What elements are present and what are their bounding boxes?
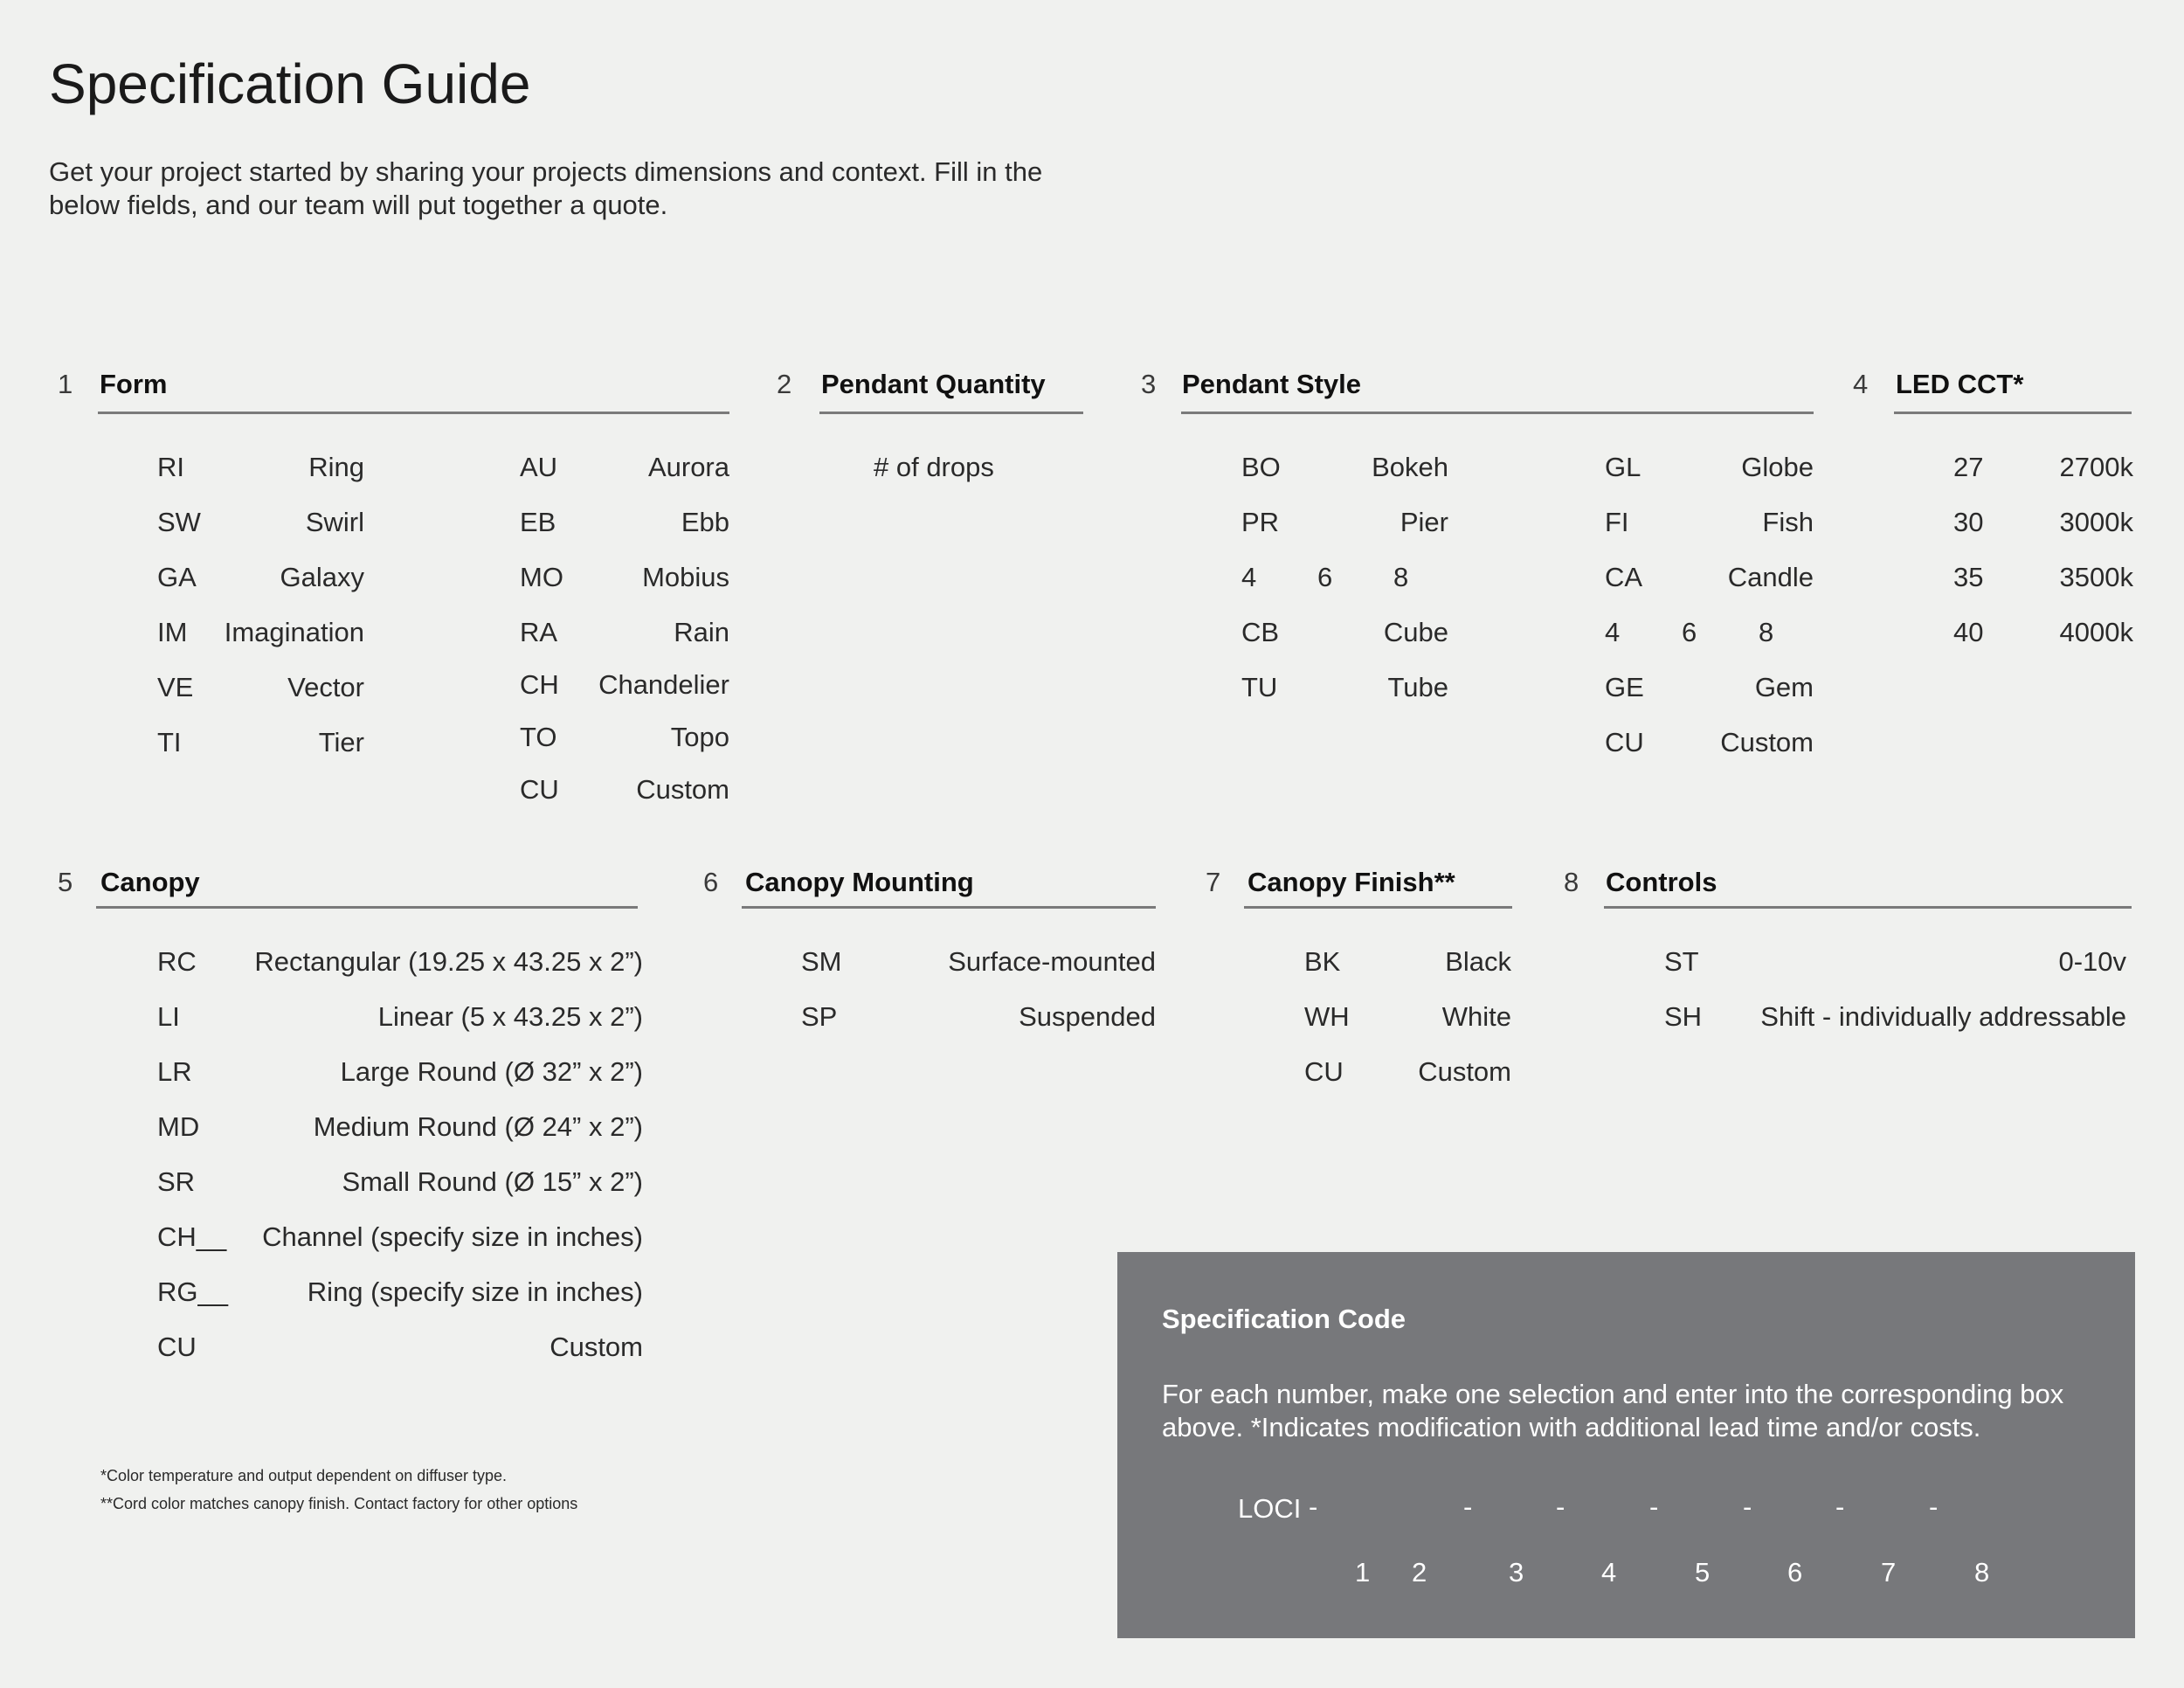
option-label: Tier	[318, 727, 364, 758]
option-code: CB	[1241, 617, 1280, 647]
option-label: Tube	[1387, 672, 1448, 702]
section-title-canopy-finish: Canopy Finish**	[1248, 867, 1455, 897]
option-label: Suspended	[1019, 1001, 1156, 1032]
option-code: BK	[1304, 946, 1341, 977]
size-option: 4	[1605, 617, 1621, 647]
section-number: 8	[1564, 867, 1579, 897]
section-title-form: Form	[100, 369, 168, 399]
code-separator: -	[1309, 1491, 1318, 1522]
option-code: CU	[157, 1332, 197, 1362]
size-option: 6	[1682, 617, 1697, 647]
code-separator: -	[1743, 1491, 1752, 1522]
option-code: LI	[157, 1001, 180, 1032]
option-label: 3500k	[2059, 562, 2133, 592]
option-label: Custom	[1418, 1056, 1511, 1087]
divider	[98, 412, 729, 414]
option-code: ST	[1664, 946, 1699, 977]
option-code: FI	[1605, 507, 1629, 537]
section-title-led-cct: LED CCT*	[1896, 369, 2024, 399]
option-label: Cube	[1383, 617, 1448, 647]
option-code: RA	[520, 617, 558, 647]
code-separator: -	[1929, 1491, 1939, 1522]
size-option: 8	[1759, 617, 1774, 647]
code-separator: -	[1463, 1491, 1473, 1522]
option-code: 40	[1953, 617, 1984, 647]
option-label: Rectangular (19.25 x 43.25 x 2”)	[254, 946, 643, 977]
section-title-pendant-style: Pendant Style	[1182, 369, 1361, 399]
code-position-number: 7	[1881, 1557, 1897, 1588]
code-position-number: 6	[1787, 1557, 1803, 1588]
code-separator: -	[1556, 1491, 1565, 1522]
option-label: 2700k	[2059, 452, 2133, 482]
option-label: Bokeh	[1372, 452, 1448, 482]
option-code: SP	[801, 1001, 838, 1032]
option-label: Surface-mounted	[948, 946, 1156, 977]
option-label: Swirl	[305, 507, 364, 537]
option-code: BO	[1241, 452, 1281, 482]
option-code: AU	[520, 452, 558, 482]
option-label: Chandelier	[598, 669, 729, 700]
option-code: CH__	[157, 1221, 227, 1252]
option-code: CU	[1304, 1056, 1344, 1087]
specification-code-instructions: For each number, make one selection and enter into the corresponding box above. *Indicates modification with additional lead time and/or costs.	[1162, 1379, 2064, 1442]
option-code: CU	[1605, 727, 1644, 758]
divider	[742, 906, 1156, 909]
divider	[1181, 412, 1814, 414]
intro-text: Get your project started by sharing your projects dimensions and context. Fill in the below fields, and our team will put together a quote.	[49, 156, 1043, 220]
option-code: RC	[157, 946, 197, 977]
size-option: 4	[1241, 562, 1257, 592]
option-label: Small Round (Ø 15” x 2”)	[342, 1166, 643, 1197]
specification-code-title: Specification Code	[1162, 1304, 1406, 1334]
section-title-pendant-quantity: Pendant Quantity	[821, 369, 1046, 399]
option-code: CH	[520, 669, 559, 700]
size-option: 6	[1317, 562, 1333, 592]
option-label: Shift - individually addressable	[1760, 1001, 2126, 1032]
pendant-quantity-label: # of drops	[874, 452, 994, 482]
divider	[819, 412, 1083, 414]
divider	[1244, 906, 1512, 909]
option-label: 4000k	[2059, 617, 2133, 647]
option-label: Pier	[1400, 507, 1448, 537]
option-label: Linear (5 x 43.25 x 2”)	[377, 1001, 643, 1032]
section-number: 6	[703, 867, 719, 897]
section-number: 1	[58, 369, 73, 399]
option-label: 3000k	[2059, 507, 2133, 537]
option-code: TU	[1241, 672, 1278, 702]
option-label: Custom	[636, 774, 729, 805]
option-label: Globe	[1741, 452, 1814, 482]
page-title: Specification Guide	[49, 52, 531, 115]
option-label: Galaxy	[280, 562, 364, 592]
option-code: MO	[520, 562, 563, 592]
section-number: 2	[777, 369, 792, 399]
option-code: SR	[157, 1166, 196, 1197]
section-number: 4	[1853, 369, 1869, 399]
code-position-number: 8	[1974, 1557, 1990, 1588]
option-label: Medium Round (Ø 24” x 2”)	[313, 1111, 643, 1142]
option-code: GL	[1605, 452, 1641, 482]
option-code: 30	[1953, 507, 1984, 537]
code-position-number: 3	[1509, 1557, 1524, 1588]
option-code: TI	[157, 727, 182, 758]
option-code: EB	[520, 507, 556, 537]
option-code: PR	[1241, 507, 1280, 537]
size-option: 8	[1393, 562, 1409, 592]
option-code: SM	[801, 946, 842, 977]
section-title-controls: Controls	[1606, 867, 1717, 897]
footnote: **Cord color matches canopy finish. Contact factory for other options	[100, 1495, 578, 1512]
option-code: 27	[1953, 452, 1984, 482]
code-position-number: 1	[1355, 1557, 1371, 1588]
option-label: Vector	[287, 672, 364, 702]
option-label: Gem	[1754, 672, 1814, 702]
code-position-number: 2	[1412, 1557, 1427, 1588]
option-code: VE	[157, 672, 194, 702]
option-label: White	[1441, 1001, 1511, 1032]
option-label: Aurora	[647, 452, 729, 482]
footnote: *Color temperature and output dependent on diffuser type.	[100, 1467, 507, 1484]
loci-prefix: LOCI	[1238, 1493, 1302, 1524]
option-label: Imagination	[224, 617, 364, 647]
option-code: WH	[1304, 1001, 1350, 1032]
option-code: 35	[1953, 562, 1984, 592]
section-title-canopy: Canopy	[100, 867, 200, 897]
option-label: Channel (specify size in inches)	[262, 1221, 643, 1252]
section-number: 3	[1141, 369, 1157, 399]
divider	[1604, 906, 2132, 909]
section-number: 5	[58, 867, 73, 897]
option-code: GE	[1605, 672, 1644, 702]
divider	[1894, 412, 2132, 414]
option-label: Ring	[308, 452, 364, 482]
option-code: LR	[157, 1056, 192, 1087]
option-label: Mobius	[642, 562, 729, 592]
option-code: MD	[157, 1111, 200, 1142]
code-separator: -	[1835, 1491, 1845, 1522]
option-code: GA	[157, 562, 197, 592]
option-label: 0-10v	[2058, 946, 2126, 977]
option-label: Rain	[674, 617, 729, 647]
option-code: CU	[520, 774, 559, 805]
option-code: RG__	[157, 1276, 228, 1307]
section-title-canopy-mounting: Canopy Mounting	[745, 867, 974, 897]
option-label: Ring (specify size in inches)	[307, 1276, 643, 1307]
option-label: Custom	[549, 1332, 643, 1362]
option-code: TO	[520, 722, 557, 752]
option-code: SH	[1664, 1001, 1703, 1032]
option-code: RI	[157, 452, 184, 482]
option-code: CA	[1605, 562, 1643, 592]
code-separator: -	[1649, 1491, 1659, 1522]
option-label: Fish	[1762, 507, 1814, 537]
option-code: IM	[157, 617, 188, 647]
option-label: Black	[1445, 946, 1511, 977]
option-label: Custom	[1720, 727, 1814, 758]
divider	[96, 906, 638, 909]
option-code: SW	[157, 507, 201, 537]
option-label: Candle	[1727, 562, 1814, 592]
option-label: Large Round (Ø 32” x 2”)	[340, 1056, 643, 1087]
section-number: 7	[1206, 867, 1221, 897]
option-label: Topo	[670, 722, 729, 752]
code-position-number: 4	[1601, 1557, 1617, 1588]
code-position-number: 5	[1695, 1557, 1711, 1588]
option-label: Ebb	[681, 507, 729, 537]
